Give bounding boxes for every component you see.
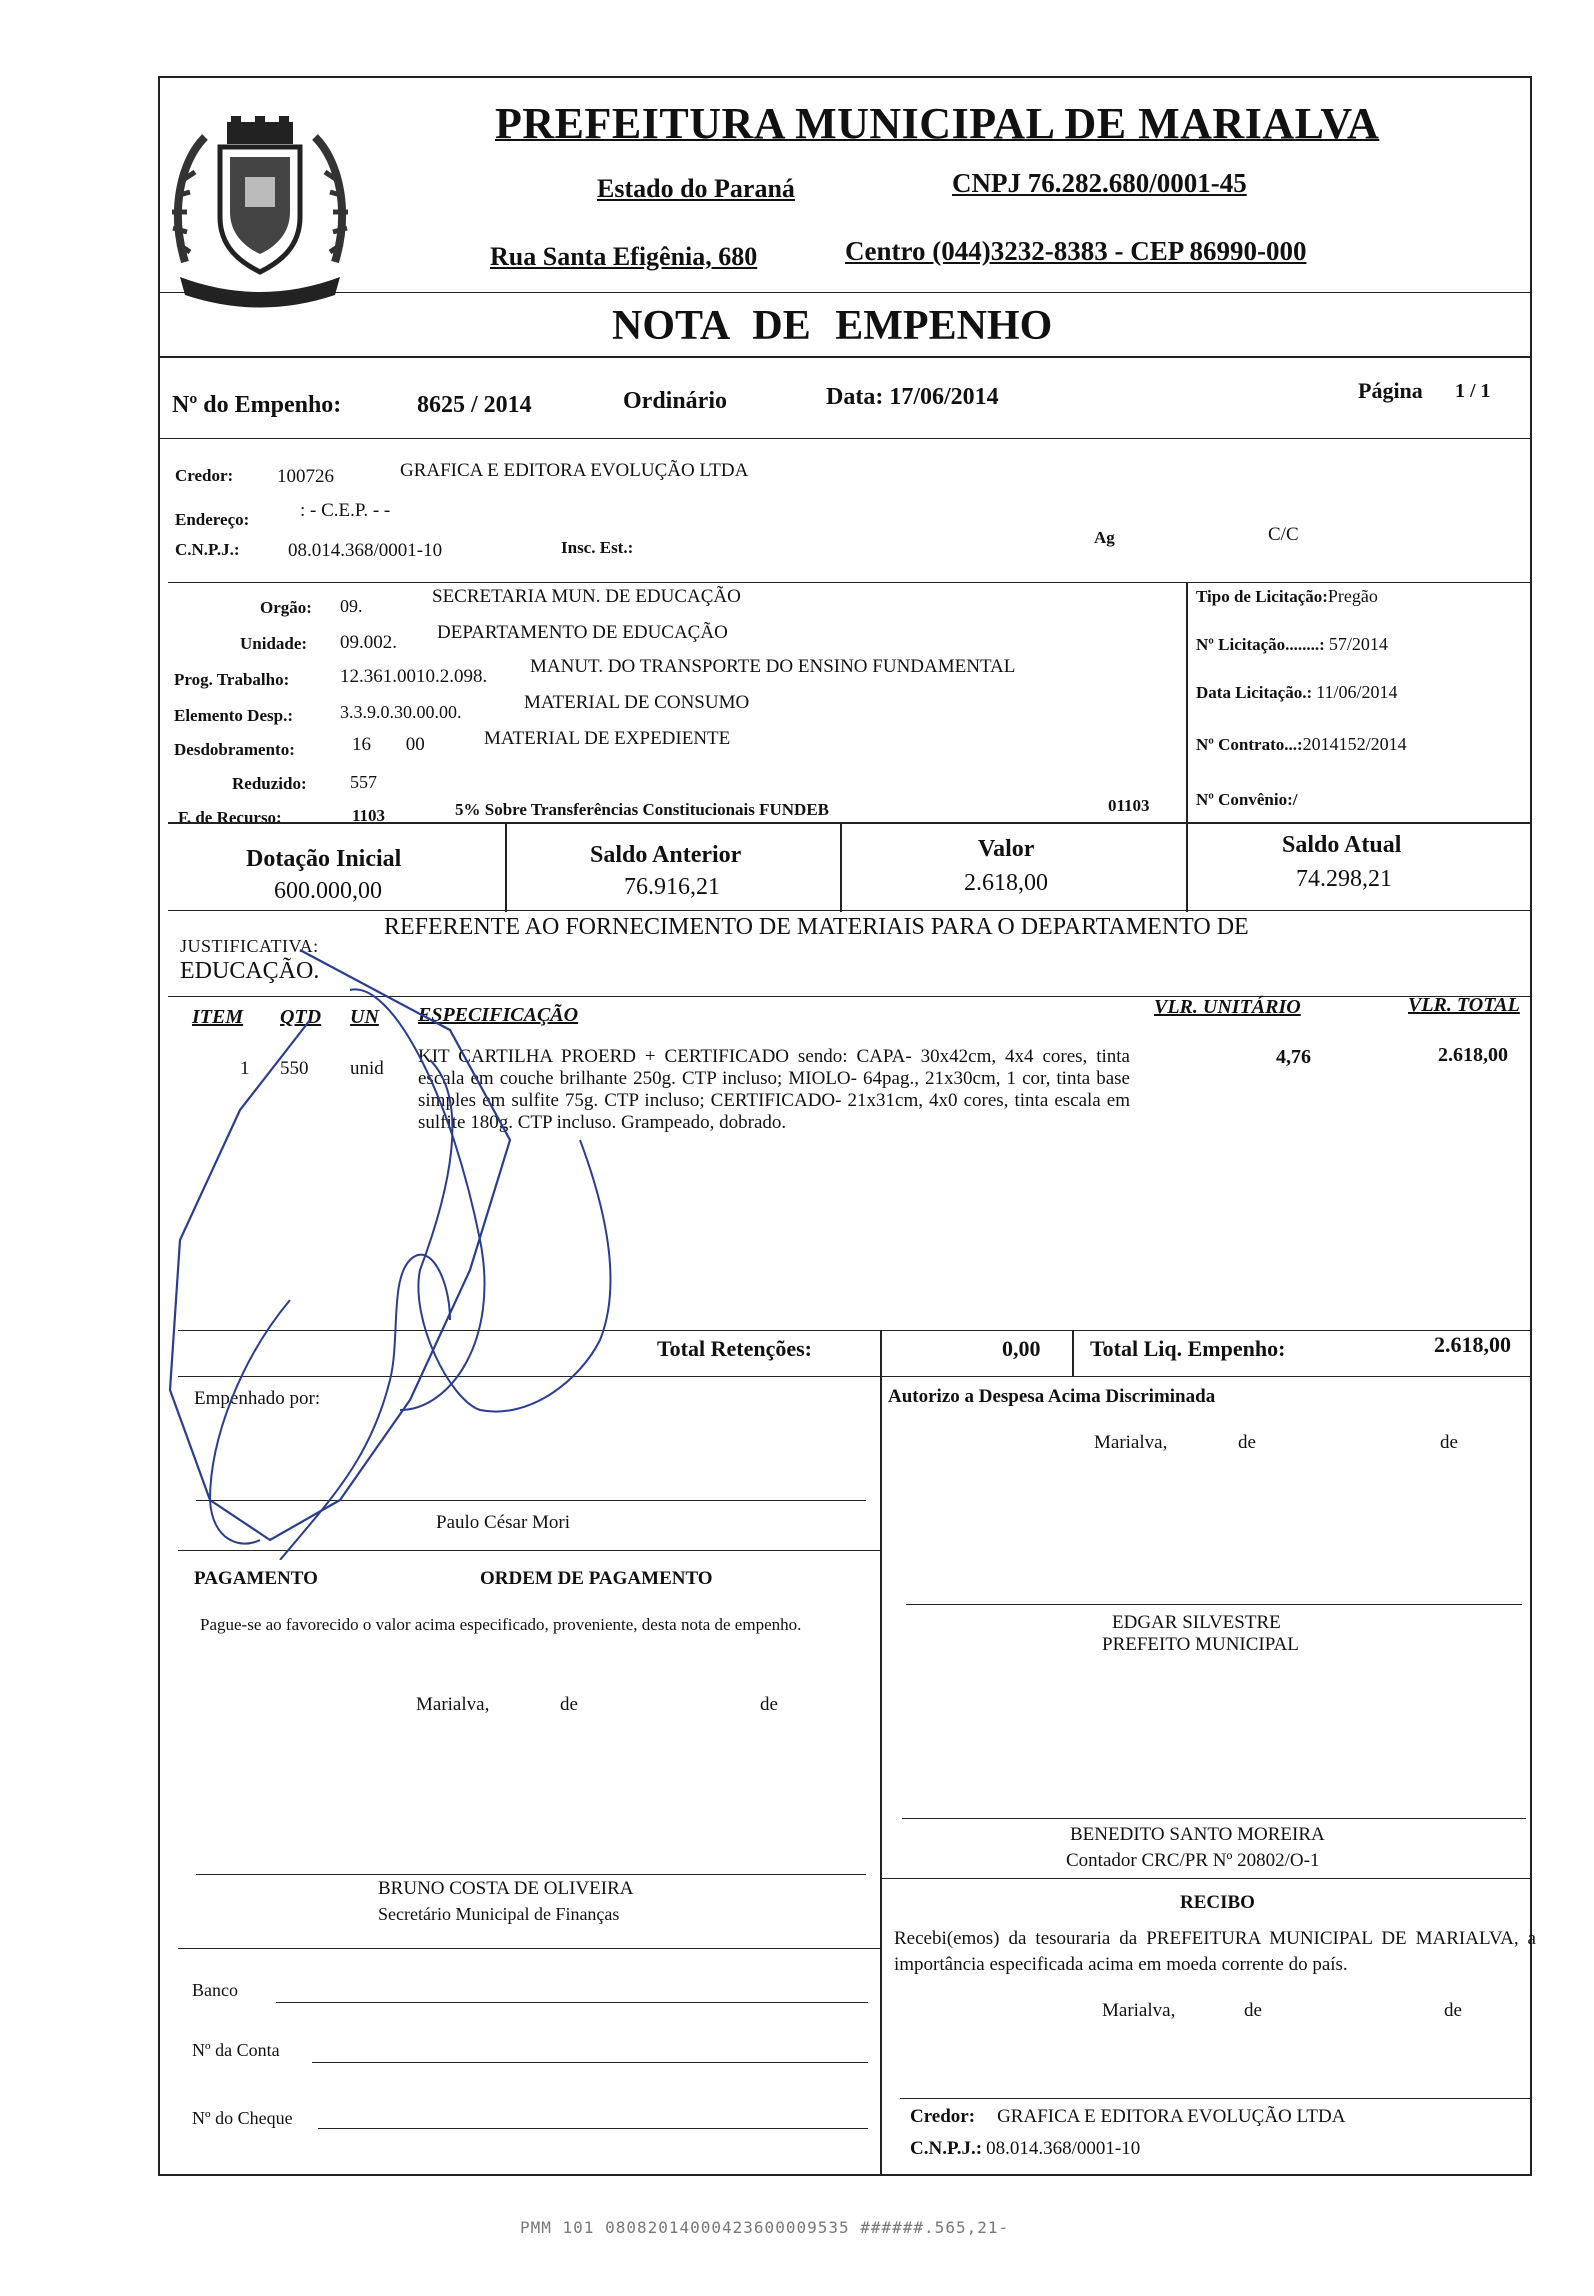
justificativa-line1: REFERENTE AO FORNECIMENTO DE MATERIAIS PARA O DEPARTAMENTO DE — [384, 914, 1249, 940]
rule-above-recibo — [880, 1878, 1532, 1879]
recibo-credor-name: GRAFICA E EDITORA EVOLUÇÃO LTDA — [997, 2106, 1346, 2127]
pagamento-de-1: de — [560, 1694, 578, 1715]
recurso-name: 5% Sobre Transferências Constitucionais FUNDEB — [455, 800, 830, 819]
rule-above-saldos — [168, 822, 1532, 824]
recibo-text: Recebi(emos) da tesouraria da PREFEITURA MUNICIPAL DE MARIALVA, a importância especificada acima em moeda corrente do país. — [894, 1928, 1536, 1975]
doc-title: NOTA DE EMPENHO — [612, 303, 1053, 349]
contador-name: BENEDITO SANTO MOREIRA — [1070, 1824, 1325, 1845]
recurso-code: 1103 — [352, 806, 386, 825]
cheque-label: Nº do Cheque — [192, 2108, 293, 2128]
contrato-label: Nº Contrato...: — [1196, 735, 1303, 754]
desdob-label: Desdobramento: — [174, 740, 295, 759]
retencoes-value: 0,00 — [1002, 1336, 1041, 1361]
num-licitacao — [1196, 634, 1388, 655]
saldo-divider-2 — [840, 822, 842, 912]
orgao-code: 09. — [340, 596, 363, 616]
item-total-value: 2.618,00 — [1438, 1044, 1508, 1066]
rule-under-title — [158, 356, 1532, 358]
saldo-atual-value: 74.298,21 — [1296, 866, 1392, 892]
contrato — [1196, 734, 1407, 755]
contador-signature-line — [902, 1818, 1526, 1819]
prefeito-role: PREFEITO MUNICIPAL — [1102, 1634, 1299, 1655]
num-licitacao-value: 57/2014 — [1328, 634, 1388, 654]
header-contact: Centro (044)3232-8383 - CEP 86990-000 — [845, 236, 1307, 266]
saldo-divider-1 — [505, 822, 507, 912]
prog-label: Prog. Trabalho: — [174, 670, 290, 689]
recurso-num: 01103 — [1108, 796, 1150, 815]
elemento-label: Elemento Desp.: — [174, 706, 293, 725]
cc-label: C/C — [1268, 524, 1299, 545]
item-qtd: 550 — [280, 1058, 309, 1079]
orgao-label: Orgão: — [260, 598, 312, 617]
autorizo-de-2: de — [1440, 1432, 1458, 1453]
autorizo-de-1: de — [1238, 1432, 1256, 1453]
pagamento-de-2: de — [760, 1694, 778, 1715]
pagamento-place: Marialva, — [416, 1694, 490, 1715]
header-title: PREFEITURA MUNICIPAL DE MARIALVA — [495, 99, 1380, 148]
contador-role: Contador CRC/PR Nº 20802/O-1 — [1066, 1850, 1320, 1871]
page-number: 1 / 1 — [1455, 380, 1491, 402]
insc-label: Insc. Est.: — [561, 538, 634, 557]
empenhado-label: Empenhado por: — [194, 1388, 321, 1409]
recibo-de-2: de — [1444, 2000, 1462, 2021]
conta-label: Nº da Conta — [192, 2040, 280, 2060]
col-un: UN — [350, 1006, 379, 1028]
address-label: Endereço: — [175, 510, 250, 529]
address-value: : - C.E.P. - - — [300, 500, 391, 521]
convenio-label: Nº Convênio:/ — [1196, 790, 1298, 809]
footer-code: PMM 101 08082014000423600009535 ######.565,21- — [520, 2218, 1010, 2237]
data-licitacao-label: Data Licitação.: — [1196, 683, 1313, 702]
totals-divider-2 — [1072, 1330, 1074, 1376]
tipo-licitacao-value: Pregão — [1327, 586, 1378, 606]
secretario-role: Secretário Municipal de Finanças — [378, 1904, 620, 1924]
dotacao-value: 600.000,00 — [274, 878, 382, 904]
rule-under-saldos — [168, 910, 1532, 911]
elemento-code: 3.3.9.0.30.00.00. — [340, 702, 462, 722]
ordem-pagamento-label: ORDEM DE PAGAMENTO — [480, 1568, 713, 1589]
autorizo-label: Autorizo a Despesa Acima Discriminada — [888, 1386, 1216, 1407]
empenhado-name: Paulo César Mori — [436, 1512, 571, 1533]
credor-label: Credor: — [175, 466, 234, 485]
reduzido-label: Reduzido: — [232, 774, 307, 793]
col-vlr-unitario: VLR. UNITÁRIO — [1154, 996, 1301, 1018]
handwritten-signature — [150, 940, 690, 1560]
credor-code: 100726 — [277, 466, 334, 487]
cheque-line — [318, 2128, 868, 2129]
saldo-atual-label: Saldo Atual — [1282, 832, 1402, 858]
justificativa-line2: EDUCAÇÃO. — [180, 958, 320, 984]
licitacao-divider — [1186, 582, 1188, 822]
tipo-licitacao — [1196, 586, 1378, 607]
empenho-number-label: Nº do Empenho: — [172, 392, 342, 418]
data-licitacao — [1196, 682, 1397, 703]
banco-line — [276, 2002, 868, 2003]
orgao-name: SECRETARIA MUN. DE EDUCAÇÃO — [432, 586, 741, 607]
valor-label: Valor — [978, 836, 1035, 862]
conta-line — [312, 2062, 868, 2063]
col-vlr-total: VLR. TOTAL — [1408, 994, 1520, 1016]
desdob-name: MATERIAL DE EXPEDIENTE — [484, 728, 731, 749]
recibo-place: Marialva, — [1102, 2000, 1176, 2021]
prog-name: MANUT. DO TRANSPORTE DO ENSINO FUNDAMENTAL — [530, 656, 1016, 677]
lower-center-divider — [880, 1376, 882, 2176]
retencoes-label: Total Retenções: — [657, 1336, 812, 1361]
item-number: 1 — [240, 1058, 250, 1079]
recibo-credor-label: Credor: — [910, 2106, 976, 2127]
num-licitacao-label: Nº Licitação........: — [1196, 635, 1325, 654]
credor-name: GRAFICA E EDITORA EVOLUÇÃO LTDA — [400, 460, 749, 481]
header-state: Estado do Paraná — [597, 174, 795, 203]
recibo-cnpj — [910, 2138, 1140, 2160]
recibo-label: RECIBO — [1180, 1892, 1255, 1913]
prefeito-name: EDGAR SILVESTRE — [1112, 1612, 1281, 1633]
reduzido-value: 557 — [350, 772, 377, 792]
pagamento-text: Pague-se ao favorecido o valor acima especificado, proveniente, desta nota de empenho. — [200, 1615, 802, 1634]
data-licitacao-value: 11/06/2014 — [1316, 682, 1398, 702]
recurso-label: F. de Recurso: — [178, 808, 282, 827]
item-un: unid — [350, 1058, 384, 1079]
unidade-code: 09.002. — [340, 632, 397, 653]
recibo-cnpj-value: 08.014.368/0001-10 — [986, 2138, 1141, 2159]
tipo-licitacao-label: Tipo de Licitação: — [1196, 587, 1328, 606]
empenho-date: Data: 17/06/2014 — [826, 384, 999, 410]
pagamento-label: PAGAMENTO — [194, 1568, 318, 1589]
secretario-signature-line — [196, 1874, 866, 1875]
col-item: ITEM — [192, 1006, 244, 1028]
ag-label: Ag — [1094, 528, 1115, 547]
cnpj-label: C.N.P.J.: — [175, 540, 240, 559]
empenho-type: Ordinário — [623, 388, 728, 414]
header-cnpj: CNPJ 76.282.680/0001-45 — [952, 168, 1247, 198]
desdob-code: 16 00 — [352, 734, 425, 755]
rule-above-banco — [178, 1948, 880, 1949]
recibo-credor — [910, 2106, 1345, 2128]
rule-under-credor — [168, 582, 1532, 583]
municipal-seal — [165, 112, 355, 312]
elemento-name: MATERIAL DE CONSUMO — [524, 692, 750, 713]
liquido-label: Total Liq. Empenho: — [1090, 1336, 1286, 1361]
saldo-divider-3 — [1186, 822, 1188, 912]
saldo-anterior-label: Saldo Anterior — [590, 842, 742, 868]
unidade-label: Unidade: — [240, 634, 308, 653]
col-especificacao: ESPECIFICAÇÃO — [418, 1004, 579, 1026]
recibo-signature-line — [900, 2098, 1530, 2099]
empenho-number: 8625 / 2014 — [417, 392, 532, 418]
item-unit-value: 4,76 — [1276, 1046, 1311, 1068]
valor-value: 2.618,00 — [964, 870, 1048, 896]
seal-ribbon-text: MARIALVA — [227, 275, 303, 289]
col-qtd: QTD — [280, 1006, 322, 1028]
recibo-de-1: de — [1244, 2000, 1262, 2021]
header-street: Rua Santa Efigênia, 680 — [490, 242, 758, 271]
liquido-value: 2.618,00 — [1434, 1332, 1511, 1357]
prog-code: 12.361.0010.2.098. — [340, 666, 488, 687]
justificativa-label: JUSTIFICATIVA: — [180, 936, 319, 956]
credor-cnpj: 08.014.368/0001-10 — [288, 540, 443, 561]
autorizo-place: Marialva, — [1094, 1432, 1168, 1453]
rule-under-empenho — [158, 438, 1532, 439]
recibo-cnpj-label: C.N.P.J.: — [910, 2138, 983, 2159]
unidade-name: DEPARTAMENTO DE EDUCAÇÃO — [437, 622, 728, 643]
banco-label: Banco — [192, 1980, 238, 2000]
saldo-anterior-value: 76.916,21 — [624, 874, 720, 900]
dotacao-label: Dotação Inicial — [246, 846, 402, 872]
prefeito-signature-line — [906, 1604, 1522, 1605]
item-spec: KIT CARTILHA PROERD + CERTIFICADO sendo: CAPA- 30x42cm, 4x4 cores, tinta escala em couche brilhante 250g. CTP incluso; MIOLO- 64pag., 21x30cm, 1 cor, tinta base simples em sulfite 75g. CTP incluso; CERTIFICADO- 21x31cm, 4x0 cores, tinta escala em sulfite 180g. CTP incluso. Grampeado, dobrado. — [418, 1046, 1130, 1133]
rule-under-header — [158, 292, 1532, 293]
page-label: Página — [1358, 378, 1423, 403]
totals-divider-1 — [880, 1330, 882, 1376]
secretario-name: BRUNO COSTA DE OLIVEIRA — [378, 1878, 634, 1899]
contrato-value: 2014152/2014 — [1302, 734, 1407, 754]
